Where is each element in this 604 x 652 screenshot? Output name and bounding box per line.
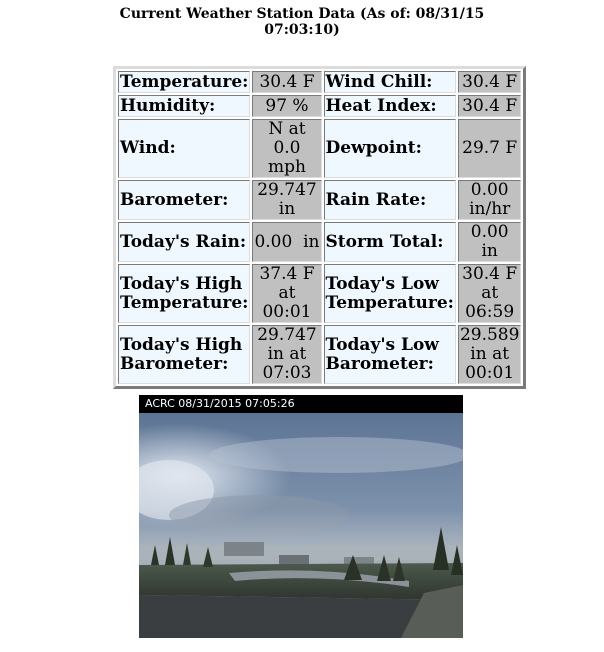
webcam-image (139, 395, 463, 638)
todays-high-temperature-value: 37.4 F at 00:01 (252, 264, 321, 323)
todays-low-barometer-value: 29.589 in at 00:01 (459, 325, 520, 383)
barometer-value: 29.747 in (252, 180, 321, 220)
todays-rain-value: 0.00 in (252, 222, 321, 262)
wind-chill-value: 30.4 F (458, 71, 521, 93)
table-row (118, 119, 521, 178)
todays-low-barometer-label: Today's Low Barometer: (324, 325, 456, 384)
table-row (118, 180, 521, 220)
humidity-value: 97 % (252, 95, 321, 117)
todays-rain-label: Today's Rain: (118, 222, 250, 262)
rain-rate-value: 0.00 in/hr (458, 180, 521, 220)
page-title-line-2: 07:03:10) (264, 22, 340, 38)
temperature-value: 30.4 F (252, 71, 321, 93)
table-row (118, 95, 521, 117)
webcam-timestamp-caption: ACRC 08/31/2015 07:05:26 (145, 397, 295, 410)
wind-value: N at 0.0 mph (252, 119, 321, 178)
wind-chill-label: Wind Chill: (324, 71, 456, 93)
weather-data-table (113, 66, 526, 389)
humidity-label: Humidity: (118, 95, 250, 117)
table-row (118, 264, 521, 323)
todays-high-barometer-value: 29.747 in at 07:03 (252, 325, 321, 384)
todays-low-temperature-label: Today's Low Temperature: (324, 264, 456, 323)
storm-total-label: Storm Total: (324, 222, 456, 262)
dewpoint-label: Dewpoint: (324, 119, 456, 178)
dewpoint-value: 29.7 F (458, 119, 521, 178)
heat-index-value: 30.4 F (458, 95, 521, 117)
table-row (118, 71, 521, 93)
storm-total-value: 0.00 in (458, 222, 521, 262)
barometer-label: Barometer: (118, 180, 250, 220)
rain-rate-label: Rain Rate: (324, 180, 456, 220)
wind-label: Wind: (118, 119, 250, 178)
temperature-label: Temperature: (120, 71, 249, 92)
table-row (118, 325, 521, 384)
todays-low-temperature-value: 30.4 F at 06:59 (458, 264, 521, 323)
todays-high-barometer-label: Today's High Barometer: (118, 325, 250, 384)
heat-index-label: Heat Index: (324, 95, 456, 117)
webcam-scene (139, 395, 463, 638)
todays-high-temperature-label: Today's High Temperature: (118, 264, 250, 323)
page-title (0, 6, 604, 38)
table-row (118, 222, 521, 262)
page-title-line-1: Current Weather Station Data (As of: 08/31/15 (119, 6, 485, 22)
